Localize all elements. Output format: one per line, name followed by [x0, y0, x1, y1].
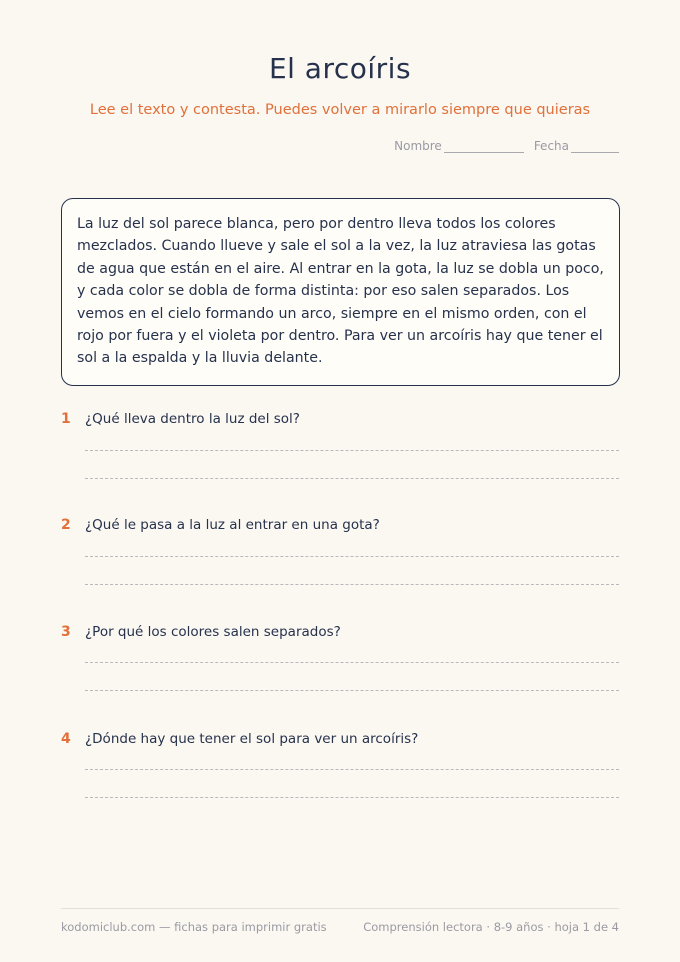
answer-line[interactable] [85, 556, 619, 557]
question-number: 3 [61, 624, 71, 640]
question-text: ¿Qué lleva dentro la luz del sol? [85, 411, 300, 427]
name-label: Nombre [394, 139, 442, 153]
footer-site-text: kodomiclub.com — fichas para imprimir gratis [61, 920, 327, 934]
answer-line[interactable] [85, 478, 619, 479]
question-1 [61, 411, 619, 491]
footer-sheet-info: Comprensión lectora · 8-9 años · hoja 1 de 4 [363, 920, 619, 934]
name-blank[interactable] [444, 140, 524, 153]
footer-divider [61, 908, 619, 909]
question-text: ¿Dónde hay que tener el sol para ver un arcoíris? [85, 731, 419, 747]
question-number: 4 [61, 731, 71, 747]
date-label: Fecha [533, 139, 569, 153]
question-4 [61, 731, 619, 811]
date-blank[interactable] [571, 140, 619, 153]
question-number: 2 [61, 517, 71, 533]
answer-line[interactable] [85, 797, 619, 798]
name-date-fields [394, 139, 619, 153]
reading-passage-box [61, 198, 620, 386]
reading-passage-text: La luz del sol parece blanca, pero por dentro lleva todos los colores mezclados. Cuando llueve y sale el sol a la vez, la luz atraviesa las gotas de agua que están en el aire. Al entrar en la gota, la luz se dobla un poco, y cada color se dobla de forma distinta: por eso salen separados. Los vemos en el cielo formando un arco, siempre en el mismo orden, con el rojo por fuera y el violeta por dentro. Para ver un arcoíris hay que tener el sol a la espalda y la lluvia delante. [77, 216, 604, 367]
answer-line[interactable] [85, 584, 619, 585]
answer-line[interactable] [85, 450, 619, 451]
question-text: ¿Por qué los colores salen separados? [85, 624, 341, 640]
question-text: ¿Qué le pasa a la luz al entrar en una gota? [85, 517, 380, 533]
answer-line[interactable] [85, 662, 619, 663]
answer-line[interactable] [85, 769, 619, 770]
page-subtitle: Lee el texto y contesta. Puedes volver a mirarlo siempre que quieras [89, 102, 591, 118]
question-3 [61, 624, 619, 704]
page-title: El arcoíris [268, 52, 412, 85]
question-number: 1 [61, 411, 71, 427]
answer-line[interactable] [85, 690, 619, 691]
question-2 [61, 517, 619, 597]
